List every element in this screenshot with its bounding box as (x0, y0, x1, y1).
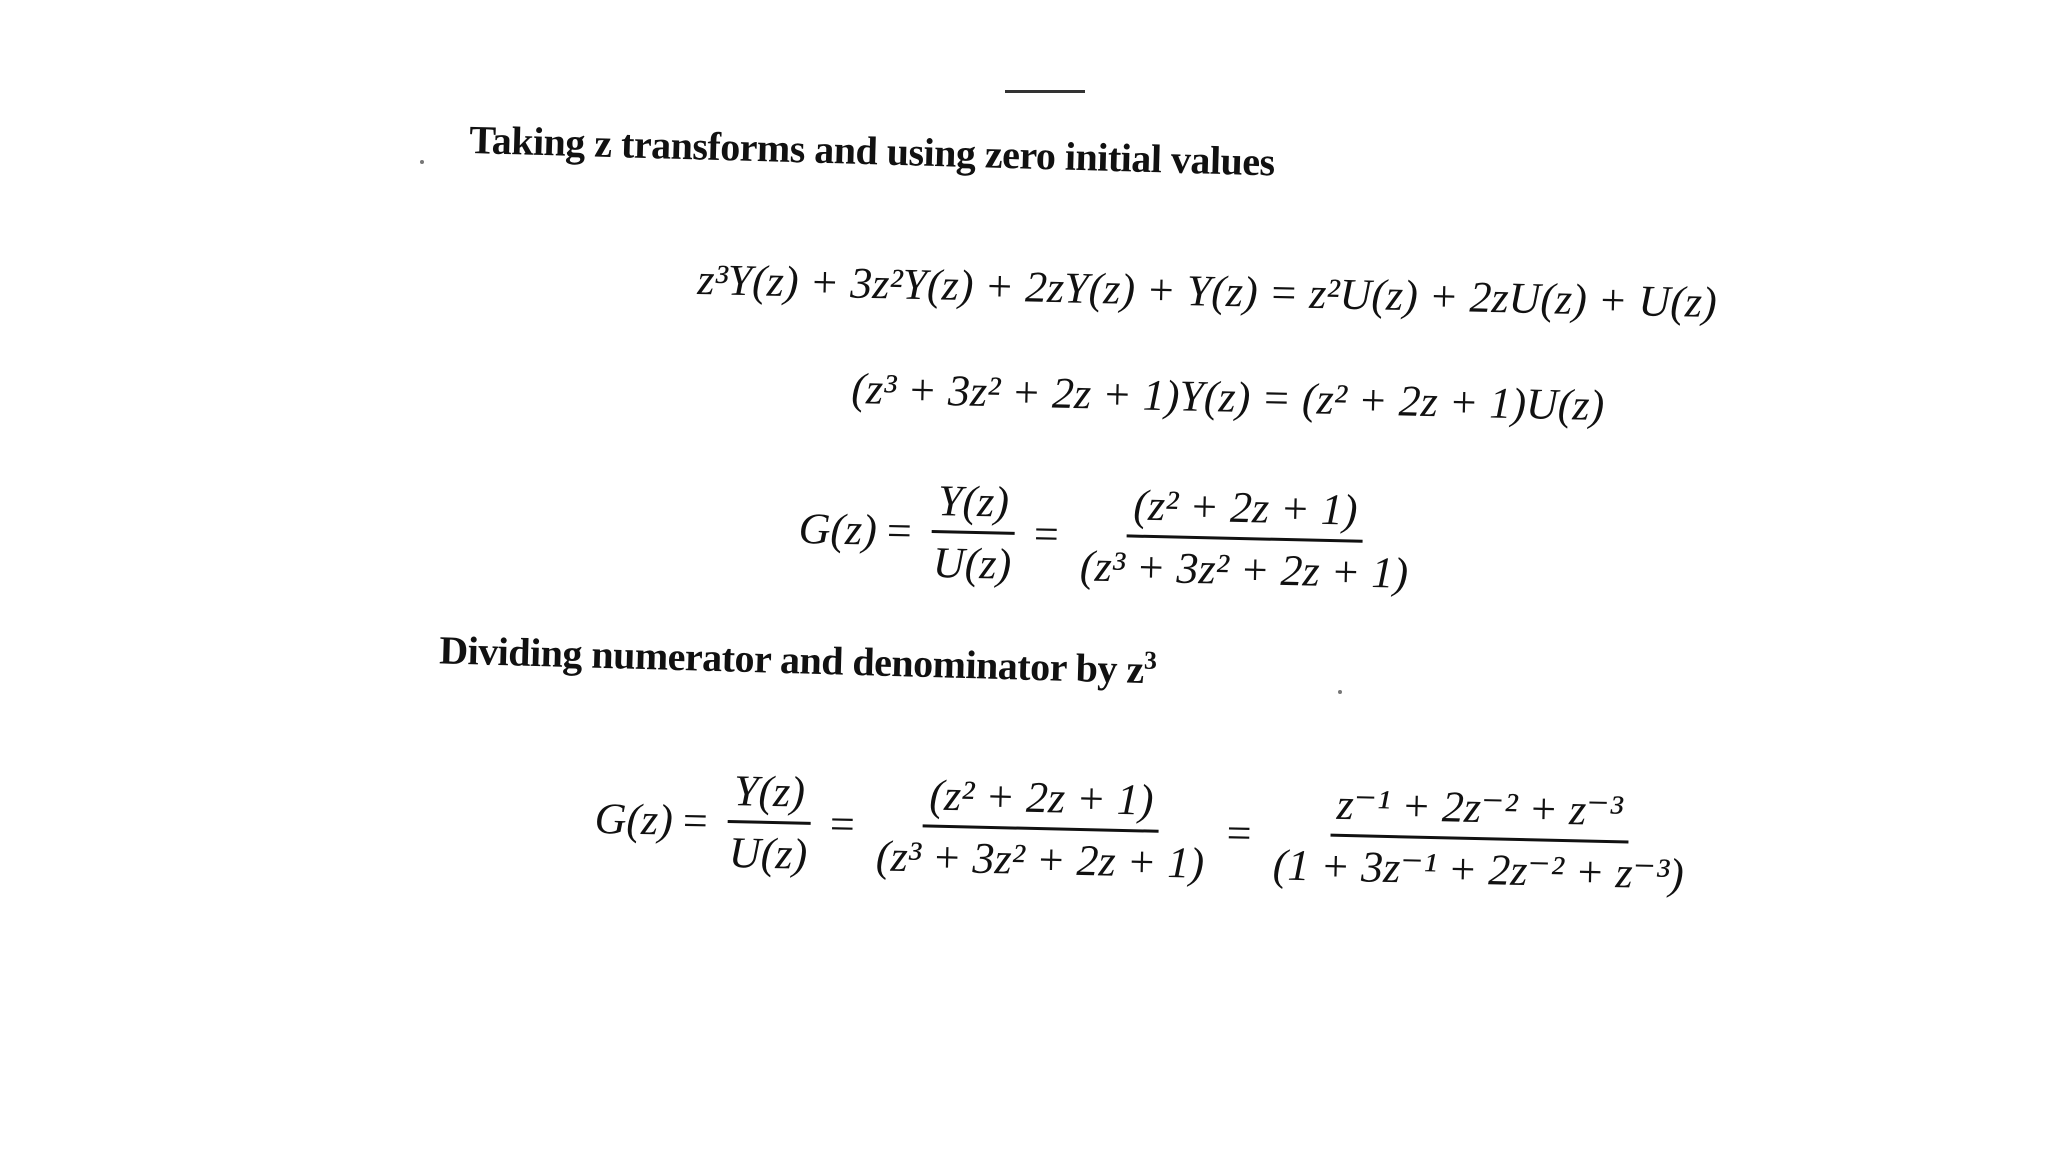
fraction-denominator: (1 + 3z⁻¹ + 2z⁻² + z⁻³) (1272, 840, 1685, 899)
fraction-numerator: z⁻¹ + 2z⁻² + z⁻³ (1330, 779, 1629, 844)
fraction-numerator: Y(z) (727, 765, 811, 825)
cropped-text-fragment (1005, 90, 1085, 93)
equation-1 (697, 254, 1717, 328)
fraction-negative-powers (1266, 777, 1691, 900)
fraction-denominator: U(z) (932, 538, 1012, 589)
equation-3 (797, 472, 1422, 599)
fraction-y-over-u (722, 765, 815, 880)
transfer-function-symbol: G(z) (594, 793, 674, 845)
equals-sign: = (1226, 808, 1253, 858)
dividing-exponent: 3 (1143, 645, 1157, 676)
intro-text: Taking z transforms and using zero initial values (468, 116, 1276, 185)
fraction-denominator: (z³ + 3z² + 2z + 1) (1079, 541, 1409, 598)
dividing-paragraph (439, 626, 1157, 693)
dividing-text: Dividing numerator and denominator by z (438, 627, 1145, 692)
transfer-function-symbol: G(z) (798, 503, 878, 555)
equation-2 (851, 363, 1605, 431)
fraction-denominator: (z³ + 3z² + 2z + 1) (875, 831, 1205, 888)
equals-sign: = (886, 505, 913, 556)
fraction-polynomial (869, 768, 1212, 889)
fraction-numerator: (z² + 2z + 1) (923, 769, 1160, 832)
fraction-numerator: Y(z) (931, 475, 1015, 535)
page-speck (1338, 690, 1342, 694)
fraction-polynomial (1073, 478, 1416, 599)
fraction-denominator: U(z) (728, 828, 808, 879)
equation-1-text: z³Y(z) + 3z²Y(z) + 2zY(z) + Y(z) = z²U(z) + 2zU(z) + U(z) (696, 254, 1718, 328)
equation-2-text: (z³ + 3z² + 2z + 1)Y(z) = (z² + 2z + 1)U(z) (850, 363, 1605, 431)
equals-sign: = (1033, 509, 1060, 559)
page-speck (420, 160, 424, 164)
fraction-y-over-u (926, 475, 1019, 590)
equals-sign: = (829, 799, 856, 849)
fraction-numerator: (z² + 2z + 1) (1127, 479, 1364, 542)
intro-paragraph (469, 116, 1276, 185)
equation-4 (593, 762, 1697, 900)
equals-sign: = (682, 795, 709, 846)
